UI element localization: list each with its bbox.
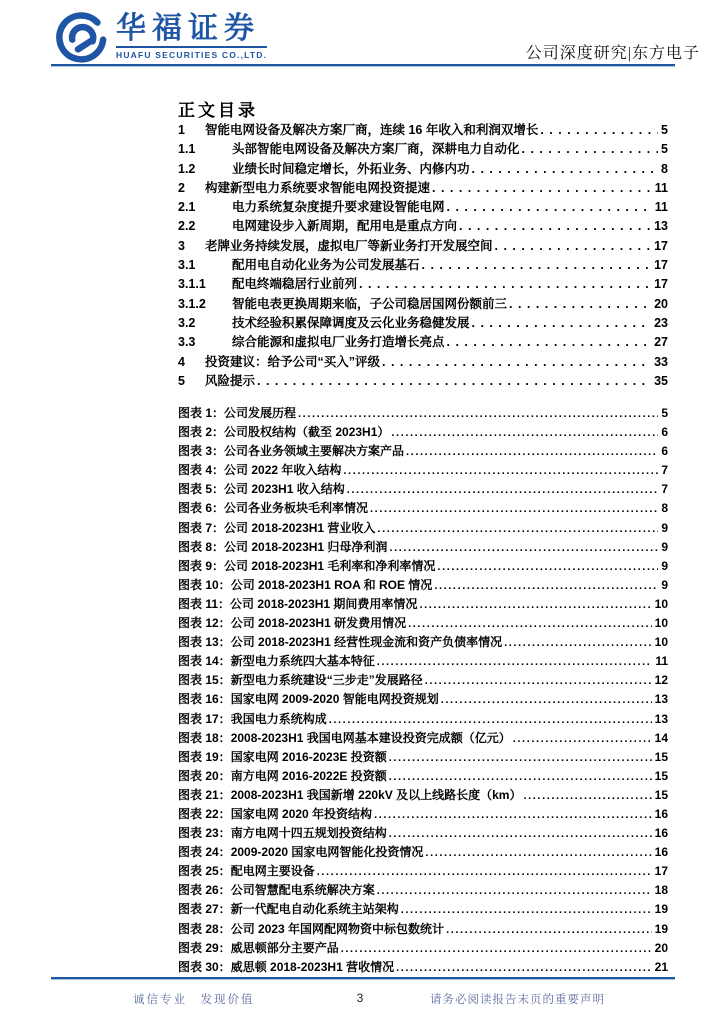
figure-entry-title: 威思顿 2018-2023H1 营收情况 (230, 959, 395, 974)
figure-entry-page: 15 (654, 768, 668, 783)
figure-entry-page: 9 (661, 539, 668, 554)
toc-entry-title: 配电终端稳居行业前列 (232, 277, 358, 292)
toc-entry-number: 2 (178, 180, 185, 195)
figure-entry-label: 图表 28： (178, 921, 231, 936)
huafu-swirl-logo-icon (56, 12, 108, 64)
dot-leader (523, 786, 651, 806)
figure-entry-label: 图表 25： (178, 864, 231, 879)
figure-entry-label: 图表 26： (178, 883, 231, 898)
toc-entry[interactable] (178, 160, 668, 179)
toc-entry[interactable] (178, 333, 668, 352)
toc-entry-title: 构建新型电力系统要求智能电网投资提速 (205, 180, 431, 195)
figure-entry-title: 国家电网 2009-2020 智能电网投资规划 (230, 692, 439, 707)
toc-entry-number: 1 (178, 123, 185, 137)
toc-entry[interactable] (178, 314, 668, 333)
page-number: 3 (356, 991, 364, 1005)
figure-entry-title: 我国电力系统构成 (230, 711, 327, 726)
figure-entry-label: 图表 15： (178, 673, 231, 688)
figure-entry-label: 图表 9： (178, 558, 225, 573)
figure-entry-label: 图表 22： (178, 806, 231, 821)
toc-entry-page: 33 (654, 354, 668, 369)
dot-leader (377, 652, 653, 672)
dot-leader (370, 499, 658, 519)
figure-entry[interactable] (178, 767, 668, 786)
figure-entry[interactable] (178, 671, 668, 690)
toc-entry[interactable] (178, 140, 668, 159)
dot-leader (389, 538, 658, 558)
figure-entry-page: 19 (654, 921, 668, 936)
figure-entry-title: 新型电力系统四大基本特征 (230, 654, 375, 669)
dot-leader (513, 729, 652, 749)
toc-entry-title: 智能电网设备及解决方案厂商，连续 16 年收入和利润双增长 (205, 123, 539, 137)
figure-entry-title: 公司智慧配电系统解决方案 (230, 883, 375, 898)
figure-entry-page: 12 (654, 673, 668, 688)
figure-entry-label: 图表 4： (178, 463, 225, 478)
figure-entry[interactable] (178, 690, 668, 709)
figure-entry-page: 10 (654, 635, 668, 650)
toc-entry-title: 配用电自动化业务为公司发展基石 (232, 258, 420, 273)
dot-leader (472, 314, 652, 333)
figure-entry-label: 图表 17： (178, 711, 231, 726)
figure-entry-page: 7 (661, 482, 668, 497)
figure-entry[interactable] (178, 843, 668, 862)
dot-leader (298, 404, 658, 424)
toc-entry[interactable] (178, 198, 668, 217)
toc-entry-number: 3.1.2 (178, 296, 206, 311)
dot-leader (382, 353, 651, 372)
toc-entry-title: 老牌业务持续发展，虚拟电厂等新业务打开发展空间 (205, 238, 493, 253)
toc-entry-number: 4 (178, 354, 185, 369)
footer-slogan: 诚信专业 发现价值 (133, 994, 255, 1006)
brand-name-cn: 华福证券 (116, 12, 260, 45)
figure-entry[interactable] (178, 862, 668, 881)
toc-entry-page: 20 (654, 296, 668, 311)
brand-name-en: HUAFU SECURITIES CO.,LTD. (116, 46, 267, 60)
dot-leader (374, 805, 652, 825)
toc-entry-number: 3.1.1 (178, 277, 206, 292)
figure-entry-title: 2009-2020 国家电网智能化投资情况 (230, 845, 424, 860)
dot-leader (391, 423, 658, 443)
figure-entry-title: 南方电网十四五规划投资结构 (230, 826, 387, 841)
figure-entry-page: 13 (654, 711, 668, 726)
toc-entry-page: 35 (654, 373, 668, 388)
dot-leader (406, 442, 658, 462)
toc-entry[interactable] (178, 372, 668, 391)
toc-entry[interactable] (178, 179, 668, 198)
toc-entry-number: 2.2 (178, 219, 196, 234)
dot-leader (341, 939, 652, 959)
toc-entry[interactable] (178, 237, 668, 256)
figure-entry[interactable] (178, 824, 668, 843)
figure-entry-label: 图表 11： (178, 596, 231, 611)
dot-leader (359, 275, 651, 294)
dot-leader (389, 748, 652, 768)
dot-leader (509, 295, 651, 314)
figure-entry[interactable] (178, 576, 668, 595)
dot-leader (422, 256, 652, 275)
figure-entry-page: 20 (654, 940, 668, 955)
figure-entry-label: 图表 23： (178, 826, 231, 841)
toc-entry-number: 3.1 (178, 258, 196, 273)
dot-leader (434, 576, 658, 596)
figure-entry-title: 公司发展历程 (224, 406, 297, 420)
company-name: 东方电子 (631, 45, 700, 62)
figure-entry-label: 图表 14： (178, 654, 231, 669)
figure-entry-label: 图表 13： (178, 635, 231, 650)
figure-entry-title: 南方电网 2016-2022E 投资额 (230, 768, 387, 783)
toc-entry-title: 智能电表更换周期来临，子公司稳居国网份额前三 (232, 296, 508, 311)
figure-entry-page: 9 (661, 577, 668, 592)
figure-entry-page: 16 (654, 806, 668, 821)
figure-entry-page: 9 (661, 558, 668, 573)
dot-leader (447, 333, 652, 352)
figure-entry[interactable] (178, 900, 668, 919)
figure-entry[interactable] (178, 939, 668, 958)
dot-leader (425, 843, 651, 863)
figure-entry-page: 14 (654, 730, 668, 745)
toc-entry-page: 17 (654, 238, 668, 253)
figure-entry-title: 公司 2023 年国网配网物资中标包数统计 (230, 921, 445, 936)
figure-entry-label: 图表 24： (178, 845, 231, 860)
figure-entry[interactable] (178, 729, 668, 748)
dot-leader (396, 958, 652, 978)
dot-leader (447, 198, 652, 217)
toc-heading: 正文目录 (178, 101, 258, 120)
figure-entry-label: 图表 7： (178, 520, 225, 535)
figure-entry-title: 2008-2023H1 我国电网基本建设投资完成额（亿元） (230, 730, 511, 745)
figure-entry[interactable] (178, 805, 668, 824)
figure-entry-label: 图表 18： (178, 730, 231, 745)
figure-entry-label: 图表 27： (178, 902, 231, 917)
toc-entry-title: 电力系统复杂度提升要求建设智能电网 (232, 200, 445, 215)
figure-entry-label: 图表 19： (178, 749, 231, 764)
dot-leader (389, 767, 652, 787)
figure-entry[interactable] (178, 557, 668, 576)
figure-entry-title: 配电网主要设备 (230, 864, 315, 879)
dot-leader (343, 461, 658, 481)
dot-leader (441, 690, 652, 710)
figure-entry-label: 图表 8： (178, 539, 225, 554)
dot-leader (317, 862, 652, 882)
toc-entry-number: 3.2 (178, 315, 196, 330)
figure-entry-title: 公司 2018-2023H1 ROA 和 ROE 情况 (230, 577, 433, 592)
toc-list (178, 121, 668, 391)
dot-leader (377, 881, 652, 901)
header-divider: | (627, 45, 632, 62)
toc-entry-page: 11 (654, 200, 668, 215)
figure-entry-page: 19 (654, 902, 668, 917)
dot-leader (419, 595, 651, 615)
report-type-label: 公司深度研究 (525, 45, 628, 62)
figure-entry-page: 11 (655, 654, 668, 669)
figure-entry-page: 9 (661, 520, 668, 535)
figure-entry-title: 威思顿部分主要产品 (230, 940, 339, 955)
figure-entry-page: 10 (654, 616, 668, 631)
figure-entry-title: 公司 2018-2023H1 期间费用率情况 (230, 596, 418, 611)
dot-leader (540, 121, 658, 140)
toc-entry-title: 头部智能电网设备及解决方案厂商，深耕电力自动化 (232, 142, 520, 157)
figure-entry-label: 图表 1： (178, 406, 225, 420)
figure-entry-label: 图表 29： (178, 940, 231, 955)
figure-entry-title: 新型电力系统建设“三步走”发展路径 (230, 673, 423, 688)
figure-entry-label: 图表 2： (178, 425, 225, 440)
toc-entry-number: 2.1 (178, 200, 196, 215)
toc-entry-page: 17 (654, 258, 668, 273)
figure-entry-title: 公司各业务领域主要解决方案产品 (224, 444, 405, 459)
figure-entry-label: 图表 30： (178, 959, 231, 974)
figure-entry-page: 13 (654, 692, 668, 707)
toc-entry-page: 23 (654, 315, 668, 330)
figure-entry-title: 公司 2023H1 收入结构 (224, 482, 345, 497)
figure-entry[interactable] (178, 881, 668, 900)
toc-entry-page: 27 (654, 335, 668, 350)
figure-entry-page: 16 (654, 826, 668, 841)
figure-entry[interactable] (178, 614, 668, 633)
toc-entry-title: 综合能源和虚拟电厂业务打造增长亮点 (232, 335, 445, 350)
figure-entry-page: 17 (654, 864, 668, 879)
dot-leader (472, 160, 659, 179)
figure-entry[interactable] (178, 499, 668, 518)
dot-leader (446, 920, 652, 940)
figure-entry-label: 图表 21： (178, 787, 231, 802)
figure-entry[interactable] (178, 710, 668, 729)
dot-leader (257, 372, 651, 391)
figure-entry-page: 16 (654, 845, 668, 860)
figure-entry-label: 图表 6： (178, 501, 225, 516)
figure-entry[interactable] (178, 423, 668, 442)
figure-entry[interactable] (178, 920, 668, 939)
dot-leader (522, 140, 659, 159)
dot-leader (401, 900, 652, 920)
toc-entry-title: 投资建议：给予公司“买入”评级 (205, 354, 381, 369)
figure-entry-title: 国家电网 2020 年投资结构 (230, 806, 373, 821)
dot-leader (389, 824, 652, 844)
figure-entry[interactable] (178, 538, 668, 557)
dot-leader (495, 237, 652, 256)
figure-entry[interactable] (178, 404, 668, 423)
figure-entry-page: 15 (654, 787, 668, 802)
toc-entry-title: 电网建设步入新周期，配用电是重点方向 (232, 219, 458, 234)
figure-entry[interactable] (178, 519, 668, 538)
figure-entry-title: 公司 2018-2023H1 毛利率和净利率情况 (224, 558, 436, 573)
dot-leader (504, 633, 652, 653)
figure-entry-title: 国家电网 2016-2023E 投资额 (230, 749, 387, 764)
figure-entry-title: 公司 2018-2023H1 归母净利润 (224, 539, 388, 554)
figure-entry-page: 10 (654, 596, 668, 611)
figure-entry-label: 图表 20： (178, 768, 231, 783)
figure-entry-title: 2008-2023H1 我国新增 220kV 及以上线路长度（km） (230, 787, 522, 802)
toc-entry-number: 3 (178, 238, 185, 253)
dot-leader (425, 671, 652, 691)
toc-entry-page: 8 (661, 161, 668, 176)
figure-entry-title: 新一代配电自动化系统主站架构 (230, 902, 399, 917)
footer-disclaimer: 请务必阅读报告末页的重要声明 (430, 994, 605, 1006)
figure-entry[interactable] (178, 595, 668, 614)
figure-entry[interactable] (178, 958, 668, 977)
figure-entry-title: 公司股权结构（截至 2023H1） (224, 425, 390, 440)
figure-entry[interactable] (178, 480, 668, 499)
toc-entry-page: 11 (654, 180, 668, 195)
dot-leader (329, 710, 652, 730)
figure-entry-label: 图表 16： (178, 692, 231, 707)
figure-entry-page: 7 (661, 463, 668, 478)
figure-entry-label: 图表 5： (178, 482, 225, 497)
figure-entry-title: 公司 2022 年收入结构 (224, 463, 342, 478)
dot-leader (437, 557, 658, 577)
figure-entry-page: 5 (661, 406, 668, 420)
toc-entry-page: 17 (654, 277, 668, 292)
toc-entry-page: 5 (661, 123, 668, 137)
figure-entry[interactable] (178, 633, 668, 652)
brand-block (116, 13, 267, 60)
figure-entry[interactable] (178, 786, 668, 805)
figures-list (178, 404, 668, 977)
figure-entry-page: 8 (661, 501, 668, 516)
toc-entry-title: 业绩长时间稳定增长，外拓业务、内修内功 (232, 161, 470, 176)
toc-entry-number: 5 (178, 373, 185, 388)
footer-rule (51, 977, 675, 980)
figure-entry[interactable] (178, 442, 668, 461)
figure-entry-page: 21 (654, 959, 668, 974)
toc-entry[interactable] (178, 295, 668, 314)
figure-entry[interactable] (178, 652, 668, 671)
toc-entry-number: 1.1 (178, 142, 196, 157)
figure-entry-title: 公司 2018-2023H1 研发费用情况 (230, 616, 407, 631)
toc-entry[interactable] (178, 275, 668, 294)
figure-entry-title: 公司 2018-2023H1 营业收入 (224, 520, 376, 535)
figure-entry-page: 6 (661, 444, 668, 459)
figure-entry[interactable] (178, 461, 668, 480)
dot-leader (459, 217, 651, 236)
report-type-header (526, 40, 700, 63)
toc-entry[interactable] (178, 121, 668, 140)
dot-leader (432, 179, 652, 198)
header-rule (51, 64, 675, 67)
dot-leader (347, 480, 659, 500)
toc-entry[interactable] (178, 217, 668, 236)
figure-entry-title: 公司各业务板块毛利率情况 (224, 501, 369, 516)
figure-entry-label: 图表 10： (178, 577, 231, 592)
figure-entry-page: 18 (654, 883, 668, 898)
toc-entry-number: 3.3 (178, 335, 196, 350)
dot-leader (377, 519, 658, 539)
figure-entry-page: 6 (661, 425, 668, 440)
figure-entry-title: 公司 2018-2023H1 经营性现金流和资产负债率情况 (230, 635, 503, 650)
figure-entry-label: 图表 12： (178, 616, 231, 631)
figure-entry-page: 15 (654, 749, 668, 764)
figure-entry[interactable] (178, 748, 668, 767)
toc-entry-title: 风险提示 (205, 373, 256, 388)
toc-entry-number: 1.2 (178, 161, 196, 176)
toc-entry[interactable] (178, 256, 668, 275)
toc-entry[interactable] (178, 353, 668, 372)
toc-entry-title: 技术经验积累保障调度及云化业务稳健发展 (232, 315, 470, 330)
toc-entry-page: 13 (654, 219, 668, 234)
figure-entry-label: 图表 3： (178, 444, 225, 459)
dot-leader (408, 614, 652, 634)
toc-entry-page: 5 (661, 142, 668, 157)
